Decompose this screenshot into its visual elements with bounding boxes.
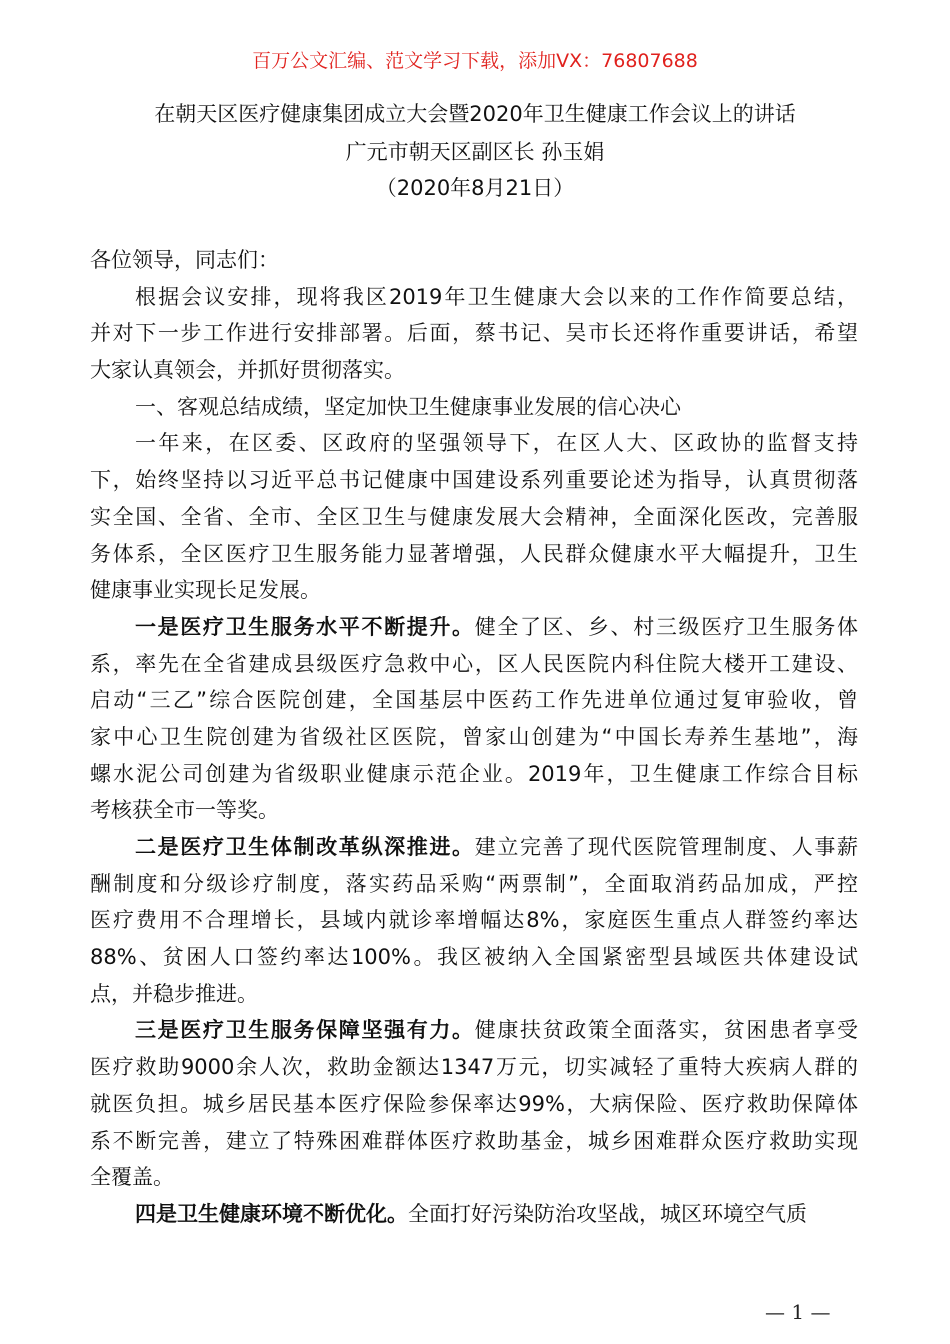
text-line: [90, 352, 858, 389]
line-text: 启动“三乙”综合医院创建，全国基层中医药工作先进单位通过复审验收，曾: [90, 688, 858, 713]
watermark-banner: 百万公文汇编、范文学习下载，添加VX：76807688: [252, 50, 698, 72]
text-line: [90, 536, 858, 573]
paragraph-lead: 二是医疗卫生体制改革纵深推进。: [135, 835, 475, 859]
text-line: [90, 315, 858, 352]
paragraph-lead: 一是医疗卫生服务水平不断提升。: [135, 614, 475, 639]
page-number: — 1 —: [765, 1300, 831, 1324]
text-line: [90, 682, 858, 719]
document-body: [90, 242, 858, 1233]
line-text: 系不断完善，建立了特殊困难群体医疗救助基金，城乡困难群众医疗救助实现: [90, 1128, 858, 1153]
paragraph-lead: 三是医疗卫生服务保障坚强有力。: [135, 1018, 475, 1043]
text-line: [90, 829, 858, 866]
line-text: 医疗救助9000余人次，救助金额达1347万元，切实减轻了重特大疾病人群的: [90, 1055, 858, 1080]
paragraph: [90, 1012, 858, 1195]
line-text: 就医负担。城乡居民基本医疗保险参保率达99%，大病保险、医疗救助保障体: [90, 1091, 858, 1116]
text-line: [90, 756, 858, 793]
paragraph: [90, 389, 858, 426]
text-line: [90, 389, 858, 426]
text-line: [90, 499, 858, 536]
line-text: 建立完善了现代医院管理制度、人事薪: [474, 835, 859, 859]
line-text: 家中心卫生院创建为省级社区医院，曾家山创建为“中国长寿养生基地”，海: [90, 724, 858, 749]
paragraph: [90, 829, 858, 1012]
text-line: [90, 1159, 858, 1196]
line-text: 各位领导，同志们：: [90, 248, 279, 272]
line-text: 健康事业实现长足发展。: [90, 578, 321, 603]
paragraph: [90, 279, 858, 389]
line-text: 88%、贫困人口签约率达100%。我区被纳入全国紧密型县域医共体建设试: [90, 945, 858, 970]
text-line: [90, 1196, 858, 1233]
text-line: [90, 902, 858, 939]
text-line: [90, 866, 858, 903]
line-text: 系，率先在全省建成县级医疗急救中心，区人民医院内科住院大楼开工建设、: [90, 651, 858, 676]
line-text: 医疗费用不合理增长，县域内就诊率增幅达8%，家庭医生重点人群签约率达: [90, 908, 858, 933]
text-line: [90, 279, 858, 316]
text-line: [90, 1123, 858, 1160]
line-text: 务体系，全区医疗卫生服务能力显著增强，人民群众健康水平大幅提升，卫生: [90, 541, 858, 566]
paragraph: [90, 1196, 858, 1233]
line-text: 下，始终坚持以习近平总书记健康中国建设系列重要论述为指导，认真贯彻落: [90, 468, 858, 493]
line-text: 考核获全市一等奖。: [90, 798, 279, 823]
date-line: （2020年8月21日）: [375, 176, 575, 200]
text-line: [90, 1049, 858, 1086]
line-text: 一、客观总结成绩，坚定加快卫生健康事业发展的信心决心: [135, 394, 681, 419]
text-line: [90, 609, 858, 646]
text-line: [90, 719, 858, 756]
line-text: 实全国、全省、全市、全区卫生与健康发展大会精神，全面深化医改，完善服: [90, 504, 858, 529]
text-line: [90, 1012, 858, 1049]
speaker-line: 广元市朝天区副区长 孙玉娟: [345, 140, 605, 164]
line-text: 健全了区、乡、村三级医疗卫生服务体: [474, 614, 859, 639]
paragraph: [90, 425, 858, 608]
paragraph: [90, 609, 858, 829]
text-line: [90, 1086, 858, 1123]
paragraph: [90, 242, 858, 279]
text-line: [90, 792, 858, 829]
line-text: 一年来，在区委、区政府的坚强领导下，在区人大、区政协的监督支持: [135, 431, 858, 456]
text-line: [90, 572, 858, 609]
text-line: [90, 462, 858, 499]
line-text: 全面打好污染防治攻坚战，城区环境空气质: [408, 1201, 807, 1226]
text-line: [90, 976, 858, 1013]
text-line: [90, 646, 858, 683]
text-line: [90, 425, 858, 462]
line-text: 全覆盖。: [90, 1165, 174, 1190]
paragraph-lead: 四是卫生健康环境不断优化。: [135, 1201, 408, 1226]
line-text: 螺水泥公司创建为省级职业健康示范企业。2019年，卫生健康工作综合目标: [90, 761, 858, 786]
line-text: 点，并稳步推进。: [90, 981, 258, 1006]
line-text: 并对下一步工作进行安排部署。后面，蔡书记、吴市长还将作重要讲话，希望: [90, 321, 858, 346]
line-text: 酬制度和分级诊疗制度，落实药品采购“两票制”，全面取消药品加成，严控: [90, 871, 858, 896]
text-line: [90, 242, 858, 279]
line-text: 大家认真领会，并抓好贯彻落实。: [90, 358, 405, 383]
line-text: 健康扶贫政策全面落实，贫困患者享受: [474, 1018, 859, 1043]
text-line: [90, 939, 858, 976]
document-title: 在朝天区医疗健康集团成立大会暨2020年卫生健康工作会议上的讲话: [154, 102, 796, 126]
line-text: 根据会议安排，现将我区2019年卫生健康大会以来的工作作简要总结，: [135, 284, 858, 309]
